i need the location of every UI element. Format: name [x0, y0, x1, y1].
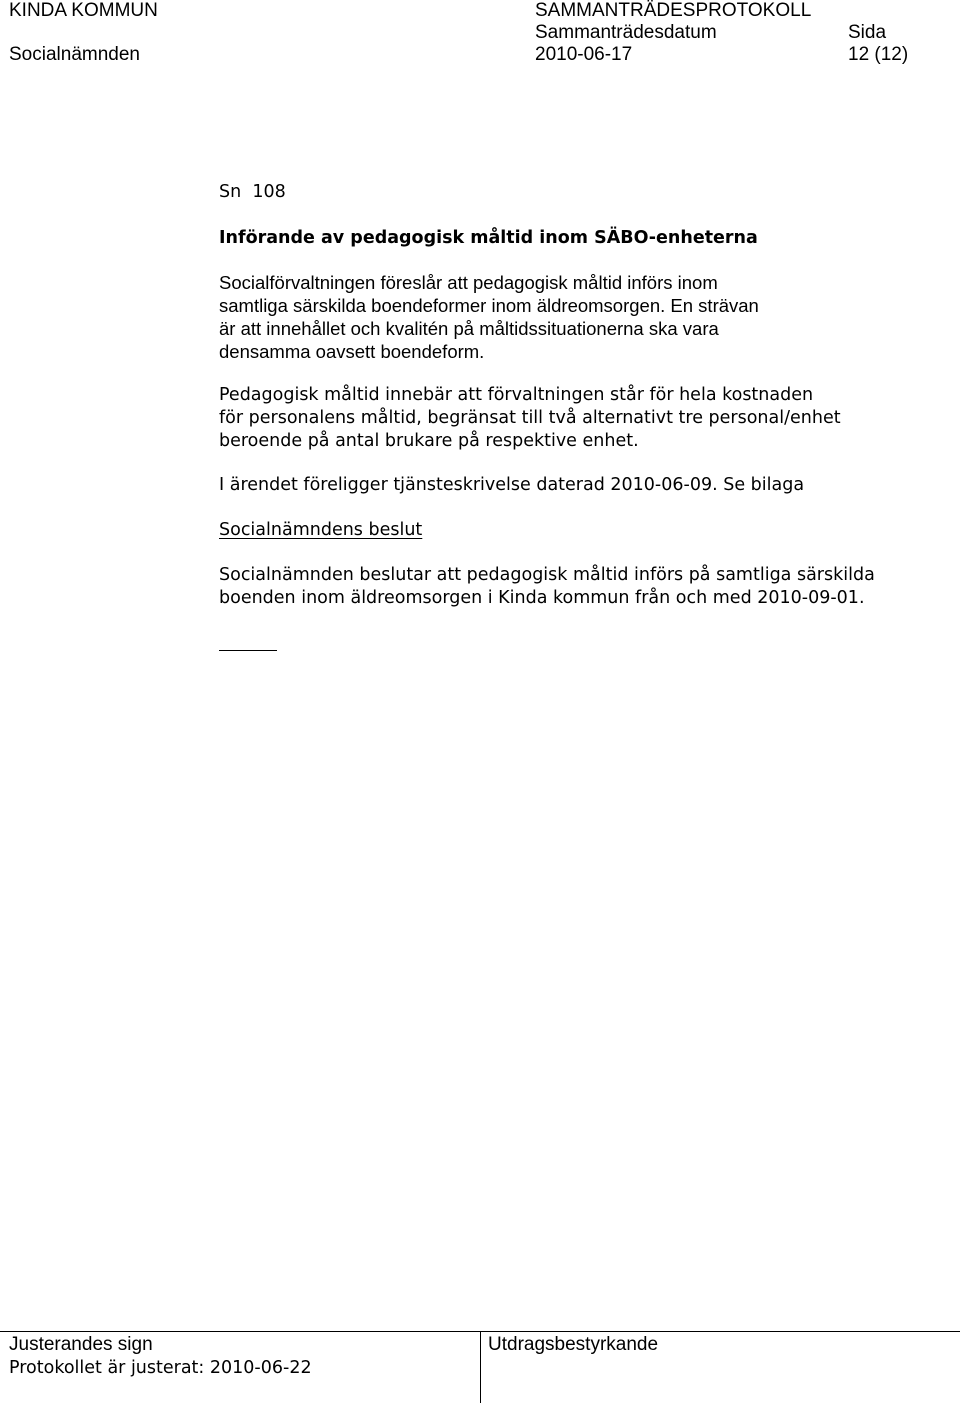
paragraph-line: beroende på antal brukare på respektive enhet. [219, 431, 639, 451]
paragraph-proposal [219, 271, 759, 363]
organization-name: KINDA KOMMUN [9, 0, 158, 21]
paragraph-definition [219, 384, 841, 453]
signature-label: Justerandes sign [9, 1334, 153, 1355]
paragraph-line: samtliga särskilda boendeformer inom äldreomsorgen. En strävan [219, 295, 759, 316]
paragraph-line: Socialförvaltningen föreslår att pedagogisk måltid införs inom [219, 272, 718, 293]
paragraph-line: Pedagogisk måltid innebär att förvaltningen står för hela kostnaden [219, 385, 814, 405]
meeting-date-label: Sammanträdesdatum [535, 22, 717, 43]
paragraph-line: Socialnämnden beslutar att pedagogisk måltid införs på samtliga särskilda [219, 565, 875, 585]
section-end-rule [219, 650, 277, 651]
paragraph-line: densamma oavsett boendeform. [219, 341, 485, 362]
footer [0, 1331, 960, 1403]
section-number: Sn 108 [219, 182, 286, 202]
paragraph-line: är att innehållet och kvalitén på måltidssituationerna ska vara [219, 318, 719, 339]
page-number: 12 (12) [848, 44, 909, 65]
decision-heading: Socialnämndens beslut [219, 520, 423, 540]
paragraph-line: för personalens måltid, begränsat till två alternativt tre personal/enhet [219, 408, 841, 428]
section-title: Införande av pedagogisk måltid inom SÄBO-enheterna [219, 228, 758, 248]
paragraph-line: boenden inom äldreomsorgen i Kinda kommun från och med 2010-09-01. [219, 588, 865, 608]
extract-certification-label: Utdragsbestyrkande [488, 1334, 659, 1355]
page-label: Sida [848, 22, 887, 43]
board-name: Socialnämnden [9, 44, 140, 65]
footer-sign-cell [0, 1332, 481, 1403]
paragraph-attachment-note: I ärendet föreligger tjänsteskrivelse daterad 2010-06-09. Se bilaga [219, 475, 805, 495]
adjusted-date: Protokollet är justerat: 2010-06-22 [9, 1358, 312, 1378]
footer-extract-cell [481, 1332, 960, 1403]
meeting-date: 2010-06-17 [535, 44, 633, 65]
document-type: SAMMANTRÄDESPROTOKOLL [535, 0, 812, 21]
decision-text [219, 564, 875, 610]
